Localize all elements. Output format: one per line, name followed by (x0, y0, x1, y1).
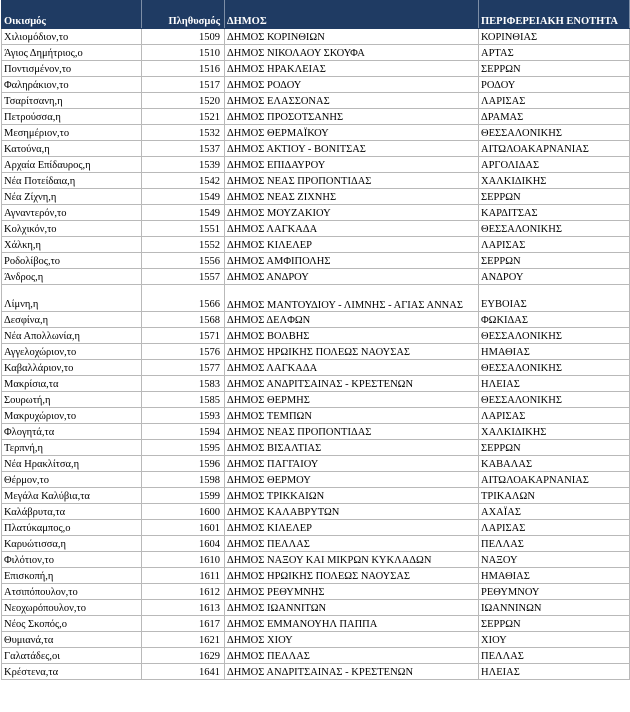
cell-settlement: Πετρούσσα,η (2, 109, 142, 125)
cell-population: 1556 (142, 253, 225, 269)
table-row (2, 237, 630, 253)
table-row (2, 584, 630, 600)
cell-settlement: Φιλότιον,το (2, 552, 142, 568)
header-population: Πληθυσμός (142, 1, 225, 29)
cell-settlement: Άγιος Δημήτριος,ο (2, 45, 142, 61)
cell-municipality: ΔΗΜΟΣ ΜΟΥΖΑΚΙΟΥ (225, 205, 479, 221)
cell-settlement: Καλάβρυτα,τα (2, 504, 142, 520)
cell-population: 1577 (142, 360, 225, 376)
table-row (2, 328, 630, 344)
table-row (2, 77, 630, 93)
table-row (2, 440, 630, 456)
cell-municipality: ΔΗΜΟΣ ΚΙΛΕΛΕΡ (225, 520, 479, 536)
cell-region: ΛΑΡΙΣΑΣ (479, 520, 630, 536)
cell-region: ΣΕΡΡΩΝ (479, 616, 630, 632)
cell-region: ΛΑΡΙΣΑΣ (479, 93, 630, 109)
cell-settlement: Κολχικόν,το (2, 221, 142, 237)
cell-region: ΣΕΡΡΩΝ (479, 189, 630, 205)
table-row (2, 648, 630, 664)
cell-population: 1521 (142, 109, 225, 125)
cell-region: ΘΕΣΣΑΛΟΝΙΚΗΣ (479, 221, 630, 237)
table-row (2, 61, 630, 77)
header-settlement: Οικισμός (2, 1, 142, 29)
cell-settlement: Θυμιανά,τα (2, 632, 142, 648)
table-row (2, 312, 630, 328)
cell-municipality: ΔΗΜΟΣ ΑΚΤΙΟΥ - ΒΟΝΙΤΣΑΣ (225, 141, 479, 157)
cell-settlement: Καρυώτισσα,η (2, 536, 142, 552)
cell-municipality: ΔΗΜΟΣ ΔΕΛΦΩΝ (225, 312, 479, 328)
table-row (2, 141, 630, 157)
table-row (2, 504, 630, 520)
cell-region: ΘΕΣΣΑΛΟΝΙΚΗΣ (479, 392, 630, 408)
cell-settlement: Ποντισμένον,το (2, 61, 142, 77)
cell-population: 1568 (142, 312, 225, 328)
table-header (2, 1, 630, 29)
cell-settlement: Άνδρος,η (2, 269, 142, 285)
table-row (2, 269, 630, 285)
cell-region: ΠΕΛΛΑΣ (479, 648, 630, 664)
table-row (2, 536, 630, 552)
cell-population: 1593 (142, 408, 225, 424)
cell-region: ΗΜΑΘΙΑΣ (479, 344, 630, 360)
cell-municipality: ΔΗΜΟΣ ΚΑΛΑΒΡΥΤΩΝ (225, 504, 479, 520)
table-row (2, 664, 630, 680)
cell-population: 1551 (142, 221, 225, 237)
cell-settlement: Μεγάλα Καλύβια,τα (2, 488, 142, 504)
settlements-table (1, 0, 630, 680)
cell-settlement: Μεσημέριον,το (2, 125, 142, 141)
cell-population: 1571 (142, 328, 225, 344)
table-row (2, 552, 630, 568)
cell-population: 1520 (142, 93, 225, 109)
table-row (2, 632, 630, 648)
cell-municipality: ΔΗΜΟΣ ΠΡΟΣΟΤΣΑΝΗΣ (225, 109, 479, 125)
header-municipality: ΔΗΜΟΣ (225, 1, 479, 29)
cell-region: ΚΑΡΔΙΤΣΑΣ (479, 205, 630, 221)
cell-population: 1594 (142, 424, 225, 440)
cell-population: 1557 (142, 269, 225, 285)
table-row (2, 488, 630, 504)
cell-region: ΔΡΑΜΑΣ (479, 109, 630, 125)
cell-population: 1601 (142, 520, 225, 536)
cell-region: ΕΥΒΟΙΑΣ (479, 285, 630, 312)
table-row (2, 520, 630, 536)
cell-region: ΑΡΤΑΣ (479, 45, 630, 61)
cell-population: 1517 (142, 77, 225, 93)
cell-settlement: Αγναντερόν,το (2, 205, 142, 221)
table-row (2, 93, 630, 109)
table-row (2, 360, 630, 376)
cell-municipality: ΔΗΜΟΣ ΘΕΡΜΗΣ (225, 392, 479, 408)
cell-population: 1566 (142, 285, 225, 312)
cell-settlement: Χιλιομόδιον,το (2, 29, 142, 45)
cell-municipality: ΔΗΜΟΣ ΑΝΔΡΟΥ (225, 269, 479, 285)
cell-region: ΗΛΕΙΑΣ (479, 664, 630, 680)
table-row (2, 173, 630, 189)
cell-municipality: ΔΗΜΟΣ ΤΡΙΚΚΑΙΩΝ (225, 488, 479, 504)
cell-population: 1595 (142, 440, 225, 456)
cell-settlement: Κρέστενα,τα (2, 664, 142, 680)
cell-population: 1621 (142, 632, 225, 648)
cell-municipality: ΔΗΜΟΣ ΛΑΓΚΑΔΑ (225, 221, 479, 237)
table-row (2, 600, 630, 616)
cell-population: 1509 (142, 29, 225, 45)
cell-region: ΑΙΤΩΛΟΑΚΑΡΝΑΝΙΑΣ (479, 141, 630, 157)
cell-municipality: ΔΗΜΟΣ ΛΑΓΚΑΔΑ (225, 360, 479, 376)
cell-settlement: Ροδολίβος,το (2, 253, 142, 269)
cell-municipality: ΔΗΜΟΣ ΤΕΜΠΩΝ (225, 408, 479, 424)
table-row (2, 568, 630, 584)
cell-settlement: Φλογητά,τα (2, 424, 142, 440)
cell-region: ΑΡΓΟΛΙΔΑΣ (479, 157, 630, 173)
cell-municipality: ΔΗΜΟΣ ΧΙΟΥ (225, 632, 479, 648)
cell-settlement: Νέα Ποτείδαια,η (2, 173, 142, 189)
cell-settlement: Νεοχωρόπουλον,το (2, 600, 142, 616)
cell-population: 1612 (142, 584, 225, 600)
cell-municipality: ΔΗΜΟΣ ΒΙΣΑΛΤΙΑΣ (225, 440, 479, 456)
cell-region: ΧΑΛΚΙΔΙΚΗΣ (479, 424, 630, 440)
cell-settlement: Νέα Απολλωνία,η (2, 328, 142, 344)
table-row (2, 157, 630, 173)
cell-municipality: ΔΗΜΟΣ ΝΕΑΣ ΖΙΧΝΗΣ (225, 189, 479, 205)
cell-municipality: ΔΗΜΟΣ ΝΑΞΟΥ ΚΑΙ ΜΙΚΡΩΝ ΚΥΚΛΑΔΩΝ (225, 552, 479, 568)
table-row (2, 472, 630, 488)
header-row (2, 1, 630, 29)
cell-municipality: ΔΗΜΟΣ ΝΕΑΣ ΠΡΟΠΟΝΤΙΔΑΣ (225, 424, 479, 440)
cell-settlement: Νέα Ζίχνη,η (2, 189, 142, 205)
cell-settlement: Τερπνή,η (2, 440, 142, 456)
cell-region: ΗΛΕΙΑΣ (479, 376, 630, 392)
table-row (2, 456, 630, 472)
cell-region: ΝΑΞΟΥ (479, 552, 630, 568)
cell-settlement: Καβαλλάριον,το (2, 360, 142, 376)
cell-municipality: ΔΗΜΟΣ ΡΕΘΥΜΝΗΣ (225, 584, 479, 600)
cell-region: ΡΕΘΥΜΝΟΥ (479, 584, 630, 600)
cell-region: ΛΑΡΙΣΑΣ (479, 237, 630, 253)
cell-population: 1532 (142, 125, 225, 141)
cell-municipality: ΔΗΜΟΣ ΠΕΛΛΑΣ (225, 536, 479, 552)
table-row (2, 205, 630, 221)
cell-population: 1539 (142, 157, 225, 173)
cell-municipality: ΔΗΜΟΣ ΠΕΛΛΑΣ (225, 648, 479, 664)
cell-population: 1617 (142, 616, 225, 632)
cell-settlement: Φαληράκιον,το (2, 77, 142, 93)
cell-population: 1542 (142, 173, 225, 189)
cell-municipality: ΔΗΜΟΣ ΕΛΑΣΣΟΝΑΣ (225, 93, 479, 109)
table-row (2, 125, 630, 141)
cell-population: 1596 (142, 456, 225, 472)
cell-settlement: Μακρίσια,τα (2, 376, 142, 392)
cell-settlement: Ατσιπόπουλον,το (2, 584, 142, 600)
table-row (2, 424, 630, 440)
cell-population: 1516 (142, 61, 225, 77)
cell-region: ΚΑΒΑΛΑΣ (479, 456, 630, 472)
table-body (2, 29, 630, 680)
cell-municipality: ΔΗΜΟΣ ΑΜΦΙΠΟΛΗΣ (225, 253, 479, 269)
cell-region: ΛΑΡΙΣΑΣ (479, 408, 630, 424)
table-row (2, 616, 630, 632)
cell-municipality: ΔΗΜΟΣ ΙΩΑΝΝΙΤΩΝ (225, 600, 479, 616)
cell-population: 1549 (142, 189, 225, 205)
cell-municipality: ΔΗΜΟΣ ΝΙΚΟΛΑΟΥ ΣΚΟΥΦΑ (225, 45, 479, 61)
table-row (2, 376, 630, 392)
cell-municipality: ΔΗΜΟΣ ΑΝΔΡΙΤΣΑΙΝΑΣ - ΚΡΕΣΤΕΝΩΝ (225, 376, 479, 392)
cell-settlement: Λίμνη,η (2, 285, 142, 312)
cell-region: ΚΟΡΙΝΘΙΑΣ (479, 29, 630, 45)
cell-municipality: ΔΗΜΟΣ ΠΑΓΓΑΙΟΥ (225, 456, 479, 472)
cell-municipality: ΔΗΜΟΣ ΝΕΑΣ ΠΡΟΠΟΝΤΙΔΑΣ (225, 173, 479, 189)
cell-population: 1549 (142, 205, 225, 221)
cell-region: ΣΕΡΡΩΝ (479, 61, 630, 77)
cell-population: 1629 (142, 648, 225, 664)
cell-settlement: Νέα Ηρακλίτσα,η (2, 456, 142, 472)
cell-population: 1598 (142, 472, 225, 488)
cell-population: 1599 (142, 488, 225, 504)
cell-region: ΣΕΡΡΩΝ (479, 440, 630, 456)
cell-municipality: ΔΗΜΟΣ ΘΕΡΜΟΥ (225, 472, 479, 488)
cell-region: ΣΕΡΡΩΝ (479, 253, 630, 269)
cell-population: 1641 (142, 664, 225, 680)
table-row (2, 392, 630, 408)
cell-region: ΧΙΟΥ (479, 632, 630, 648)
cell-population: 1600 (142, 504, 225, 520)
cell-settlement: Σουρωτή,η (2, 392, 142, 408)
cell-municipality: ΔΗΜΟΣ ΚΟΡΙΝΘΙΩΝ (225, 29, 479, 45)
cell-region: ΘΕΣΣΑΛΟΝΙΚΗΣ (479, 328, 630, 344)
cell-region: ΑΝΔΡΟΥ (479, 269, 630, 285)
table-row (2, 29, 630, 45)
cell-region: ΘΕΣΣΑΛΟΝΙΚΗΣ (479, 125, 630, 141)
cell-municipality: ΔΗΜΟΣ ΗΡΑΚΛΕΙΑΣ (225, 61, 479, 77)
cell-settlement: Γαλατάδες,οι (2, 648, 142, 664)
table-row (2, 189, 630, 205)
cell-municipality: ΔΗΜΟΣ ΕΜΜΑΝΟΥΗΛ ΠΑΠΠΑ (225, 616, 479, 632)
cell-region: ΤΡΙΚΑΛΩΝ (479, 488, 630, 504)
cell-settlement: Νέος Σκοπός,ο (2, 616, 142, 632)
cell-municipality: ΔΗΜΟΣ ΚΙΛΕΛΕΡ (225, 237, 479, 253)
table-row (2, 221, 630, 237)
cell-settlement: Αρχαία Επίδαυρος,η (2, 157, 142, 173)
cell-region: ΠΕΛΛΑΣ (479, 536, 630, 552)
cell-settlement: Δεσφίνα,η (2, 312, 142, 328)
table-row (2, 45, 630, 61)
cell-settlement: Χάλκη,η (2, 237, 142, 253)
cell-settlement: Αγγελοχώριον,το (2, 344, 142, 360)
cell-municipality: ΔΗΜΟΣ ΘΕΡΜΑΪΚΟΥ (225, 125, 479, 141)
cell-region: ΑΧΑΪΑΣ (479, 504, 630, 520)
cell-settlement: Κατούνα,η (2, 141, 142, 157)
cell-municipality: ΔΗΜΟΣ ΗΡΩΙΚΗΣ ΠΟΛΕΩΣ ΝΑΟΥΣΑΣ (225, 344, 479, 360)
cell-region: ΑΙΤΩΛΟΑΚΑΡΝΑΝΙΑΣ (479, 472, 630, 488)
cell-region: ΦΩΚΙΔΑΣ (479, 312, 630, 328)
cell-region: ΡΟΔΟΥ (479, 77, 630, 93)
cell-municipality: ΔΗΜΟΣ ΒΟΛΒΗΣ (225, 328, 479, 344)
cell-municipality: ΔΗΜΟΣ ΑΝΔΡΙΤΣΑΙΝΑΣ - ΚΡΕΣΤΕΝΩΝ (225, 664, 479, 680)
table-row (2, 344, 630, 360)
cell-municipality: ΔΗΜΟΣ ΕΠΙΔΑΥΡΟΥ (225, 157, 479, 173)
cell-population: 1613 (142, 600, 225, 616)
cell-municipality: ΔΗΜΟΣ ΡΟΔΟΥ (225, 77, 479, 93)
cell-population: 1610 (142, 552, 225, 568)
cell-settlement: Τσαρίτσανη,η (2, 93, 142, 109)
cell-settlement: Θέρμον,το (2, 472, 142, 488)
cell-population: 1611 (142, 568, 225, 584)
header-region: ΠΕΡΙΦΕΡΕΙΑΚΗ ΕΝΟΤΗΤΑ (479, 1, 630, 29)
cell-settlement: Επισκοπή,η (2, 568, 142, 584)
cell-region: ΙΩΑΝΝΙΝΩΝ (479, 600, 630, 616)
cell-municipality: ΔΗΜΟΣ ΜΑΝΤΟΥΔΙΟΥ - ΛΙΜΝΗΣ - ΑΓΙΑΣ ΑΝΝΑΣ (225, 285, 479, 312)
cell-settlement: Πλατύκαμπος,ο (2, 520, 142, 536)
cell-population: 1552 (142, 237, 225, 253)
cell-municipality: ΔΗΜΟΣ ΗΡΩΙΚΗΣ ΠΟΛΕΩΣ ΝΑΟΥΣΑΣ (225, 568, 479, 584)
cell-population: 1583 (142, 376, 225, 392)
cell-settlement: Μακρυχώριον,το (2, 408, 142, 424)
cell-population: 1576 (142, 344, 225, 360)
table-row (2, 408, 630, 424)
cell-population: 1537 (142, 141, 225, 157)
table-row (2, 285, 630, 312)
cell-region: ΗΜΑΘΙΑΣ (479, 568, 630, 584)
cell-population: 1604 (142, 536, 225, 552)
cell-region: ΘΕΣΣΑΛΟΝΙΚΗΣ (479, 360, 630, 376)
cell-population: 1510 (142, 45, 225, 61)
table-row (2, 253, 630, 269)
cell-region: ΧΑΛΚΙΔΙΚΗΣ (479, 173, 630, 189)
cell-population: 1585 (142, 392, 225, 408)
table-row (2, 109, 630, 125)
